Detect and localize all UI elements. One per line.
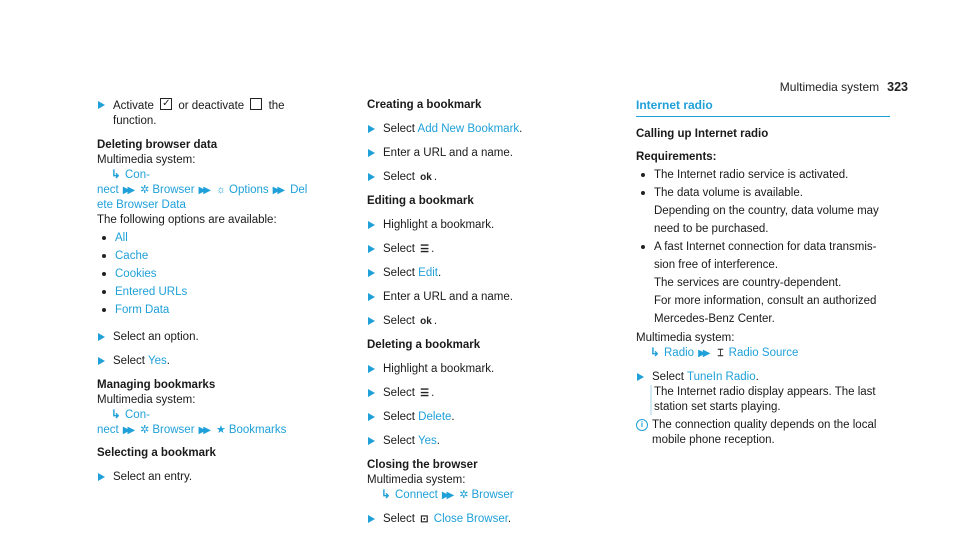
heading-closing: Closing the browser <box>367 459 478 471</box>
step-activate: Activate ✓ or deactivate the function. <box>97 98 327 129</box>
heading-creating: Creating a bookmark <box>367 99 482 111</box>
step-arrow-icon <box>368 365 375 373</box>
step-arrow-icon <box>368 149 375 157</box>
heading-editing: Editing a bookmark <box>367 195 474 207</box>
menu-path-radio: ↳ Radio ▶▶ ⌶ Radio Source <box>650 347 799 359</box>
step-arrow-icon <box>98 333 105 341</box>
step-arrow-icon <box>368 317 375 325</box>
step: Select ⊡ Close Browser. <box>367 512 597 527</box>
step: Select Add New Bookmark. <box>367 122 597 137</box>
step: Highlight a bookmark. <box>367 218 597 233</box>
step: Select Edit. <box>367 266 597 281</box>
step: Select ☰ . <box>367 242 597 257</box>
menu-path-delete: ↳ Con- <box>111 169 150 181</box>
column-1 <box>97 98 327 494</box>
req-note: need to be purchased. <box>654 223 769 235</box>
column-3 <box>636 98 890 451</box>
options-intro: The following options are available: <box>97 214 277 226</box>
step: Select Delete. <box>367 410 597 425</box>
path-start-icon: ↳ <box>650 347 660 359</box>
step-select-yes: Select Yes. <box>97 354 327 369</box>
heading-selecting: Selecting a bookmark <box>97 447 216 459</box>
double-chevron-icon: ▶▶ <box>698 348 708 359</box>
column-2 <box>367 98 597 536</box>
step: Enter a URL and a name. <box>367 290 597 305</box>
list-item: All <box>97 231 327 246</box>
double-chevron-icon: ▶▶ <box>198 425 208 436</box>
menu-path-delete-end: ete Browser Data <box>97 199 186 211</box>
req-note: Mercedes-Benz Center. <box>654 313 775 325</box>
heading-deleting: Deleting a bookmark <box>367 339 481 351</box>
req-note: For more information, consult an authorized <box>654 295 877 307</box>
step: Enter a URL and a name. <box>367 146 597 161</box>
star-icon: ★ <box>215 424 226 436</box>
ok-icon: ok <box>420 172 432 183</box>
step: Select ok . <box>367 170 597 185</box>
step-arrow-icon <box>368 413 375 421</box>
step-arrow-icon <box>368 389 375 397</box>
step-select-entry: Select an entry. <box>97 470 327 485</box>
step-arrow-icon <box>368 245 375 253</box>
list-item: Cache <box>97 249 327 264</box>
menu-path-bookmarks: ↳ Con- <box>111 409 150 421</box>
path-start-icon: ↳ <box>111 409 121 421</box>
close-browser-icon: ⊡ <box>420 514 429 525</box>
heading-delete-data: Deleting browser data <box>97 139 218 151</box>
checkbox-checked-icon: ✓ <box>162 98 171 109</box>
globe-icon: ✲ <box>459 489 469 501</box>
page-header <box>780 80 908 94</box>
double-chevron-icon: ▶▶ <box>198 185 208 196</box>
info-icon: i <box>636 419 648 431</box>
step-arrow-icon <box>98 101 105 109</box>
globe-icon: ✲ <box>140 424 150 436</box>
ms-label: Multimedia system: <box>636 332 735 344</box>
menu-path-close: ↳ Connect ▶▶ ✲ Browser <box>381 489 514 501</box>
heading-managing: Managing bookmarks <box>97 379 216 391</box>
page-number: 323 <box>887 80 908 94</box>
menu-icon: ☰ <box>420 244 430 255</box>
req-note: sion free of interference. <box>654 259 779 271</box>
list-item: Entered URLs <box>97 285 327 300</box>
heading-requirements: Requirements: <box>636 151 717 163</box>
step: Select ok . <box>367 314 597 329</box>
step-arrow-icon <box>368 437 375 445</box>
step-select-option: Select an option. <box>97 330 327 345</box>
ms-label: Multimedia system: <box>97 154 196 166</box>
double-chevron-icon: ▶▶ <box>441 490 452 501</box>
section-title: Multimedia system <box>779 80 880 94</box>
list-item: The Internet radio service is activated. <box>636 168 890 183</box>
step-arrow-icon <box>368 173 375 181</box>
ms-label: Multimedia system: <box>367 474 466 486</box>
step: Select Yes. <box>367 434 597 449</box>
radio-source-icon: ⌶ <box>717 348 724 359</box>
step-arrow-icon <box>368 221 375 229</box>
ok-icon: ok <box>420 316 432 327</box>
step-arrow-icon <box>368 269 375 277</box>
menu-path-delete-cont: nect ▶▶ ✲ Browser ▶▶ ☼ Options ▶▶ Del <box>97 184 308 196</box>
list-item: Form Data <box>97 303 327 318</box>
options-list <box>97 231 327 318</box>
step-arrow-icon <box>368 515 375 523</box>
list-item: The data volume is available. <box>636 186 890 201</box>
info-note: i The connection quality depends on the local mobile phone reception. <box>636 418 890 448</box>
step-arrow-icon <box>637 373 644 381</box>
step-arrow-icon <box>98 473 105 481</box>
step-arrow-icon <box>368 125 375 133</box>
path-start-icon: ↳ <box>381 489 391 501</box>
menu-path-bookmarks-cont: nect ▶▶ ✲ Browser ▶▶ ★ Bookmarks <box>97 424 287 436</box>
list-item: Cookies <box>97 267 327 282</box>
menu-icon: ☰ <box>420 388 430 399</box>
options-icon: ☼ <box>215 184 227 196</box>
double-chevron-icon: ▶▶ <box>272 185 283 196</box>
step-arrow-icon <box>98 357 105 365</box>
step: Highlight a bookmark. <box>367 362 597 377</box>
req-note: Depending on the country, data volume may <box>654 205 879 217</box>
step: Select ☰ . <box>367 386 597 401</box>
section-heading: Internet radio <box>636 98 890 117</box>
step-arrow-icon <box>368 293 375 301</box>
checkbox-empty-icon <box>250 98 262 110</box>
double-chevron-icon: ▶▶ <box>122 425 133 436</box>
double-chevron-icon: ▶▶ <box>122 185 133 196</box>
req-note: The services are country-dependent. <box>654 277 842 289</box>
ms-label: Multimedia system: <box>97 394 196 406</box>
heading-calling: Calling up Internet radio <box>636 128 769 140</box>
list-item: A fast Internet connection for data transmis- <box>636 240 890 255</box>
step: Select TuneIn Radio. <box>636 370 890 385</box>
path-start-icon: ↳ <box>111 169 121 181</box>
globe-icon: ✲ <box>140 184 150 196</box>
result-text: The Internet radio display appears. The last station set starts playing. <box>650 385 890 415</box>
